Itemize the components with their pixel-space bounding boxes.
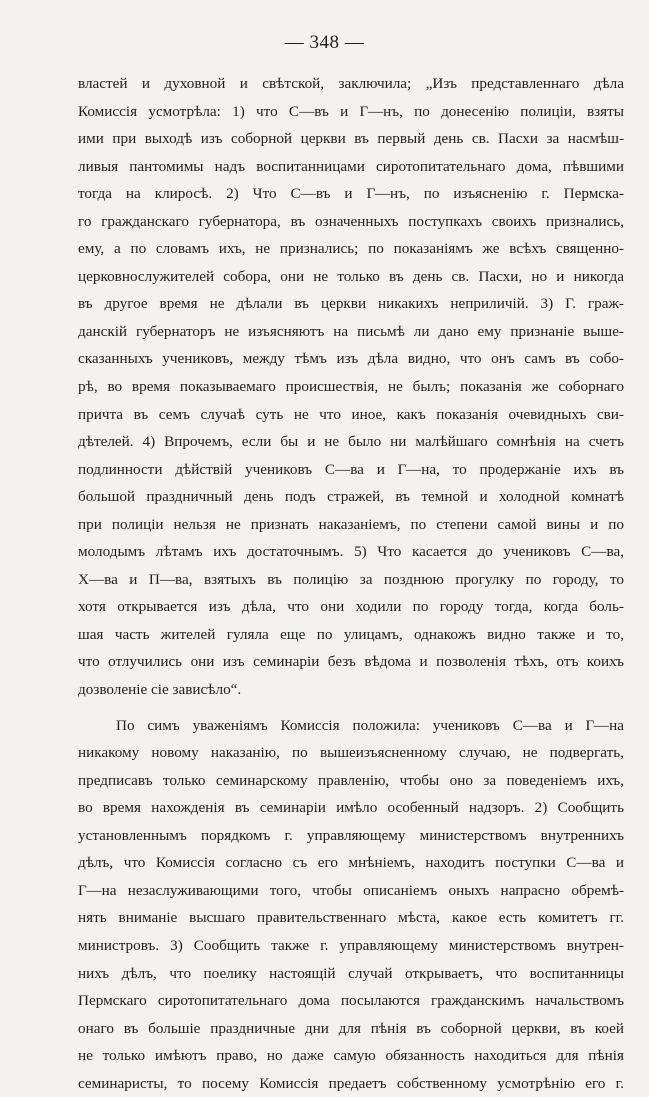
text-line: министровъ. 3) Сообщить также г. управляющему министерствомъ внутрен- <box>78 936 624 954</box>
text-line: при полиціи нельзя не признать наказаніемъ, по степени самой вины и по <box>78 515 624 533</box>
text-line: предписавъ только семинарскому правленію, чтобы оно за поведеніемъ ихъ, <box>78 771 624 789</box>
text-line: дозволеніе сіе зависѣло“. <box>78 681 242 699</box>
text-line: Г—на незаслуживающими того, чтобы описаніемъ оныхъ напрасно обремѣ- <box>78 881 624 899</box>
text-line: причта въ семъ случаѣ суть не что иное, какъ показанія очевидныхъ сви- <box>78 405 624 423</box>
text-line: семинаристы, то посему Комиссія предаетъ собственному усмотрѣнію его г. <box>78 1074 624 1092</box>
text-line: Пермскаго сиротопитательнаго дома посылаются гражданскимъ начальствомъ <box>78 992 624 1010</box>
text-line: никакому новому наказанію, по вышеизъясненному случаю, не подвергать, <box>78 744 624 762</box>
text-line: рѣ, во время показываемаго происшествія, не былъ; показанія же соборнаго <box>78 378 624 396</box>
paragraph <box>78 70 624 704</box>
text-line: Х—ва и П—ва, взятыхъ въ полицію за позднюю прогулку по городу, то <box>78 570 624 588</box>
text-line: ему, а по словамъ ихъ, не признались; по показаніямъ же всѣхъ священно- <box>78 240 624 258</box>
text-line: данскій губернаторъ не изъясняютъ на письмѣ ли дано ему признаніе выше- <box>78 322 624 340</box>
text-line: нять вниманіе высшаго правительственнаго мѣста, какое есть комитетъ гг. <box>78 909 624 927</box>
text-line: во время нахожденія въ семинаріи имѣло особенный надзоръ. 2) Сообщить <box>78 799 624 817</box>
text-line: дѣлъ, что Комиссія согласно съ его мнѣніемъ, находитъ поступки С—ва и <box>78 854 624 872</box>
text-line: Комиссія усмотрѣла: 1) что С—въ и Г—нъ, по донесенію полиціи, взяты <box>78 102 624 120</box>
text-line: ими при выходѣ изъ соборной церкви въ первый день св. Пасхи за насмѣш- <box>78 130 624 148</box>
text-line: церковнослужителей собора, они не только въ день св. Пасхи, но и никогда <box>78 267 624 285</box>
paragraph <box>78 712 624 1097</box>
text-line: молодымъ лѣтамъ ихъ достаточнымъ. 5) Что касается до учениковъ С—ва, <box>78 543 624 561</box>
text-line: хотя открывается изъ дѣла, что они ходили по городу тогда, когда боль- <box>78 598 624 616</box>
text-line: тогда на клиросѣ. 2) Что С—въ и Г—нъ, по изъясненію г. Пермска- <box>78 185 624 203</box>
page-number: — 348 — <box>284 32 365 53</box>
text-line: сказанныхъ учениковъ, между тѣмъ изъ дѣла видно, что онъ самъ въ собо- <box>78 350 624 368</box>
text-line: установленнымъ порядкомъ г. управляющему министерствомъ внутреннихъ <box>78 826 624 844</box>
text-line: не только имѣютъ право, но даже самую обязанность находиться для пѣнія <box>78 1047 624 1065</box>
text-line: въ другое время не дѣлали въ церкви никакихъ неприличій. 3) Г. граж- <box>78 295 624 313</box>
text-line: ливыя пантомимы надъ воспитанницами сиротопитательнаго дома, пѣвшими <box>78 157 624 175</box>
text-line: что отлучились они изъ семинаріи безъ вѣдома и позволенія тѣхъ, отъ коихъ <box>78 653 624 671</box>
text-line: нихъ дѣлъ, что поелику настоящій случай открываетъ, что воспитанницы <box>78 964 624 982</box>
text-line: По симъ уваженіямъ Комиссія положила: учениковъ С—ва и Г—на <box>116 716 624 734</box>
text-line: подлинности дѣйствій учениковъ С—ва и Г—на, то продержаніе ихъ въ <box>78 460 624 478</box>
text-line: онаго въ большіе праздничные дни для пѣнія въ соборной церкви, въ коей <box>78 1019 624 1037</box>
paragraph-gap <box>78 704 624 712</box>
text-line: большой праздничный день подъ стражей, въ темной и холодной комнатѣ <box>78 488 624 506</box>
text-line: дѣтелей. 4) Впрочемъ, если бы и не было ни малѣйшаго сомнѣнія на счетъ <box>78 433 624 451</box>
text-line: го гражданскаго губернатора, въ означенныхъ поступкахъ своихъ признались, <box>78 212 624 230</box>
text-line: шая часть жителей гуляла еще по улицамъ, однакожъ видно также и то, <box>78 625 624 643</box>
text-line: властей и духовной и свѣтской, заключила; „Изъ представленнаго дѣла <box>78 75 624 92</box>
body-text <box>78 70 624 1097</box>
